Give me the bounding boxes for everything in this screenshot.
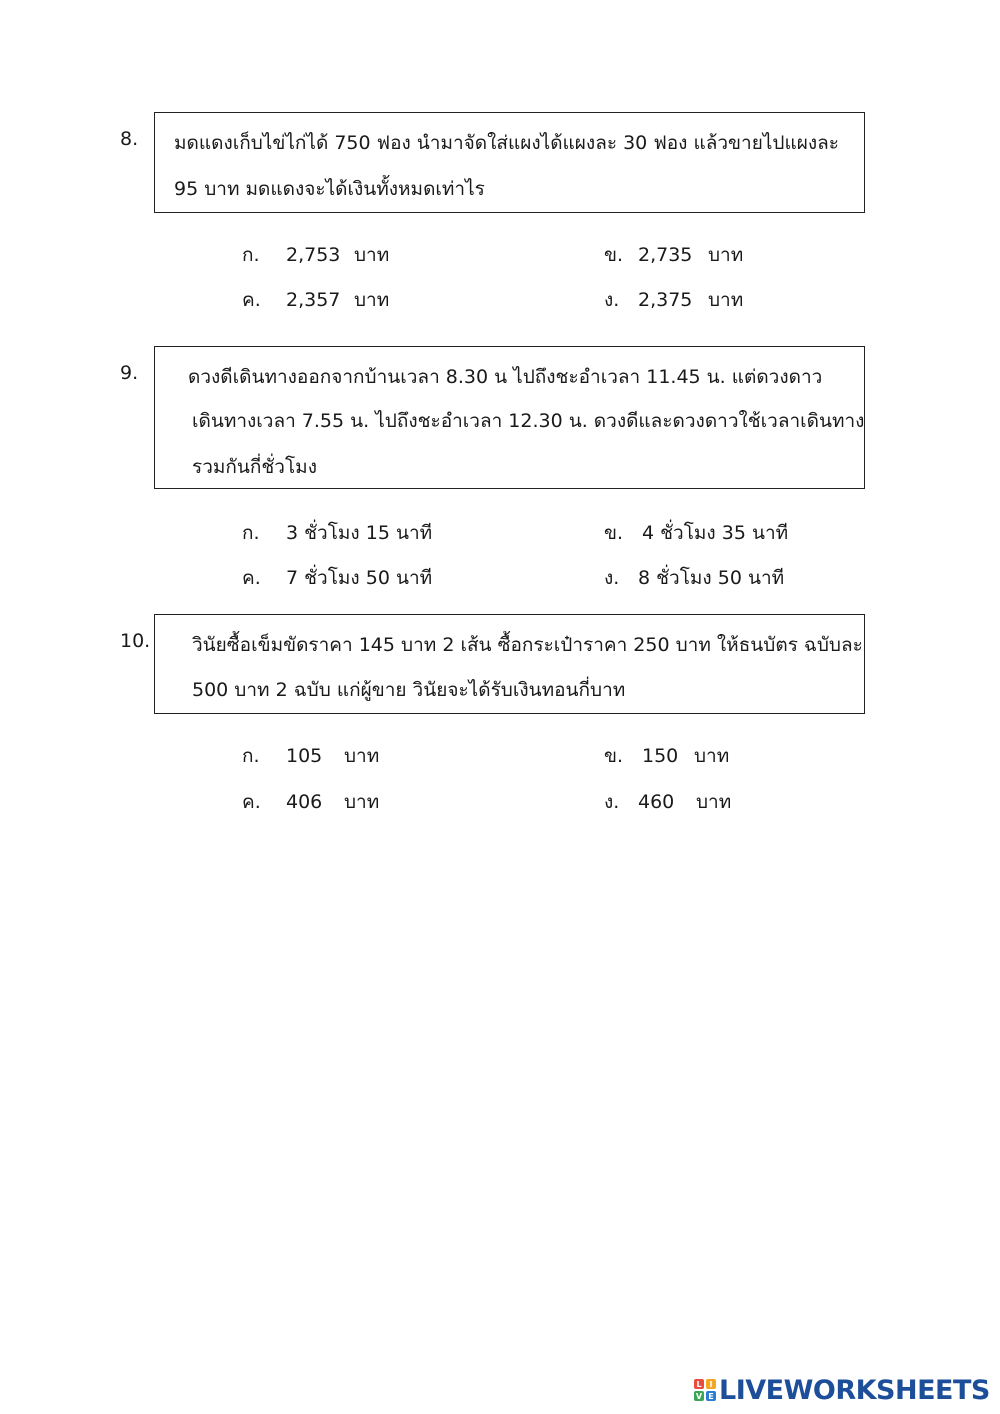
- question-text-line: เดินทางเวลา 7.55 น. ไปถึงชะอำเวลา 12.30 น. ดวงดีและดวงดาวใช้เวลาเดินทาง: [192, 410, 865, 432]
- answer-option-b[interactable]: [604, 741, 729, 771]
- brand-name: LIVEWORKSHEETS: [719, 1374, 990, 1406]
- question-number: 8.: [120, 128, 139, 150]
- option-value: 150: [642, 745, 679, 767]
- question-text-line: ดวงดีเดินทางออกจากบ้านเวลา 8.30 น ไปถึงชะอำเวลา 11.45 น. แต่ดวงดาว: [188, 366, 823, 388]
- answer-option-c[interactable]: [242, 563, 432, 593]
- answer-option-d[interactable]: [604, 285, 743, 315]
- answer-option-a[interactable]: [242, 518, 432, 548]
- option-label: ก.: [242, 745, 260, 767]
- option-unit: บาท: [708, 244, 744, 266]
- option-value: 2,375: [638, 289, 693, 311]
- option-value: 7 ชั่วโมง 50 นาที: [286, 567, 433, 589]
- answer-option-c[interactable]: [242, 285, 389, 315]
- option-value: 3 ชั่วโมง 15 นาที: [286, 522, 433, 544]
- liveworksheets-logo: [694, 1374, 990, 1406]
- option-value: 460: [638, 791, 675, 813]
- logo-tile: L: [694, 1379, 704, 1389]
- option-value: 406: [286, 791, 323, 813]
- option-label: ง.: [604, 791, 620, 813]
- liveworksheets-icon: [694, 1379, 716, 1401]
- logo-tile: I: [706, 1379, 716, 1389]
- option-value: 2,357: [286, 289, 341, 311]
- answer-option-b[interactable]: [604, 518, 788, 548]
- option-label: ก.: [242, 244, 260, 266]
- option-unit: บาท: [354, 244, 390, 266]
- option-unit: บาท: [354, 289, 390, 311]
- question-number: 9.: [120, 362, 139, 384]
- option-label: ข.: [604, 745, 624, 767]
- option-unit: บาท: [696, 791, 732, 813]
- option-label: ข.: [604, 244, 624, 266]
- answer-option-a[interactable]: [242, 741, 379, 771]
- question-text-line: มดแดงเก็บไข่ไก่ได้ 750 ฟอง นำมาจัดใส่แผงได้แผงละ 30 ฟอง แล้วขายไปแผงละ: [174, 132, 839, 154]
- option-label: ง.: [604, 289, 620, 311]
- option-unit: บาท: [344, 791, 380, 813]
- option-label: ข.: [604, 522, 624, 544]
- option-value: 8 ชั่วโมง 50 นาที: [638, 567, 785, 589]
- question-number: 10.: [120, 630, 151, 652]
- option-value: 2,753: [286, 244, 341, 266]
- question-text-line: วินัยซื้อเข็มขัดราคา 145 บาท 2 เส้น ซื้อกระเป๋าราคา 250 บาท ให้ธนบัตร ฉบับละ: [192, 634, 863, 656]
- option-label: ก.: [242, 522, 260, 544]
- answer-option-a[interactable]: [242, 240, 389, 270]
- answer-option-d[interactable]: [604, 563, 784, 593]
- answer-option-d[interactable]: [604, 787, 731, 817]
- option-unit: บาท: [694, 745, 730, 767]
- option-value: 2,735: [638, 244, 693, 266]
- logo-tile: V: [695, 1391, 703, 1401]
- answer-option-c[interactable]: [242, 787, 379, 817]
- option-unit: บาท: [708, 289, 744, 311]
- logo-tile: E: [706, 1391, 716, 1401]
- option-value: 105: [286, 745, 323, 767]
- option-value: 4 ชั่วโมง 35 นาที: [642, 522, 789, 544]
- question-text-line: รวมกันกี่ชั่วโมง: [192, 456, 317, 478]
- option-label: ค.: [242, 791, 261, 813]
- option-label: ค.: [242, 567, 261, 589]
- question-text-line: 500 บาท 2 ฉบับ แก่ผู้ขาย วินัยจะได้รับเงินทอนกี่บาท: [192, 679, 626, 701]
- option-unit: บาท: [344, 745, 380, 767]
- answer-option-b[interactable]: [604, 240, 743, 270]
- question-text-line: 95 บาท มดแดงจะได้เงินทั้งหมดเท่าไร: [174, 178, 485, 200]
- option-label: ง.: [604, 567, 620, 589]
- option-label: ค.: [242, 289, 261, 311]
